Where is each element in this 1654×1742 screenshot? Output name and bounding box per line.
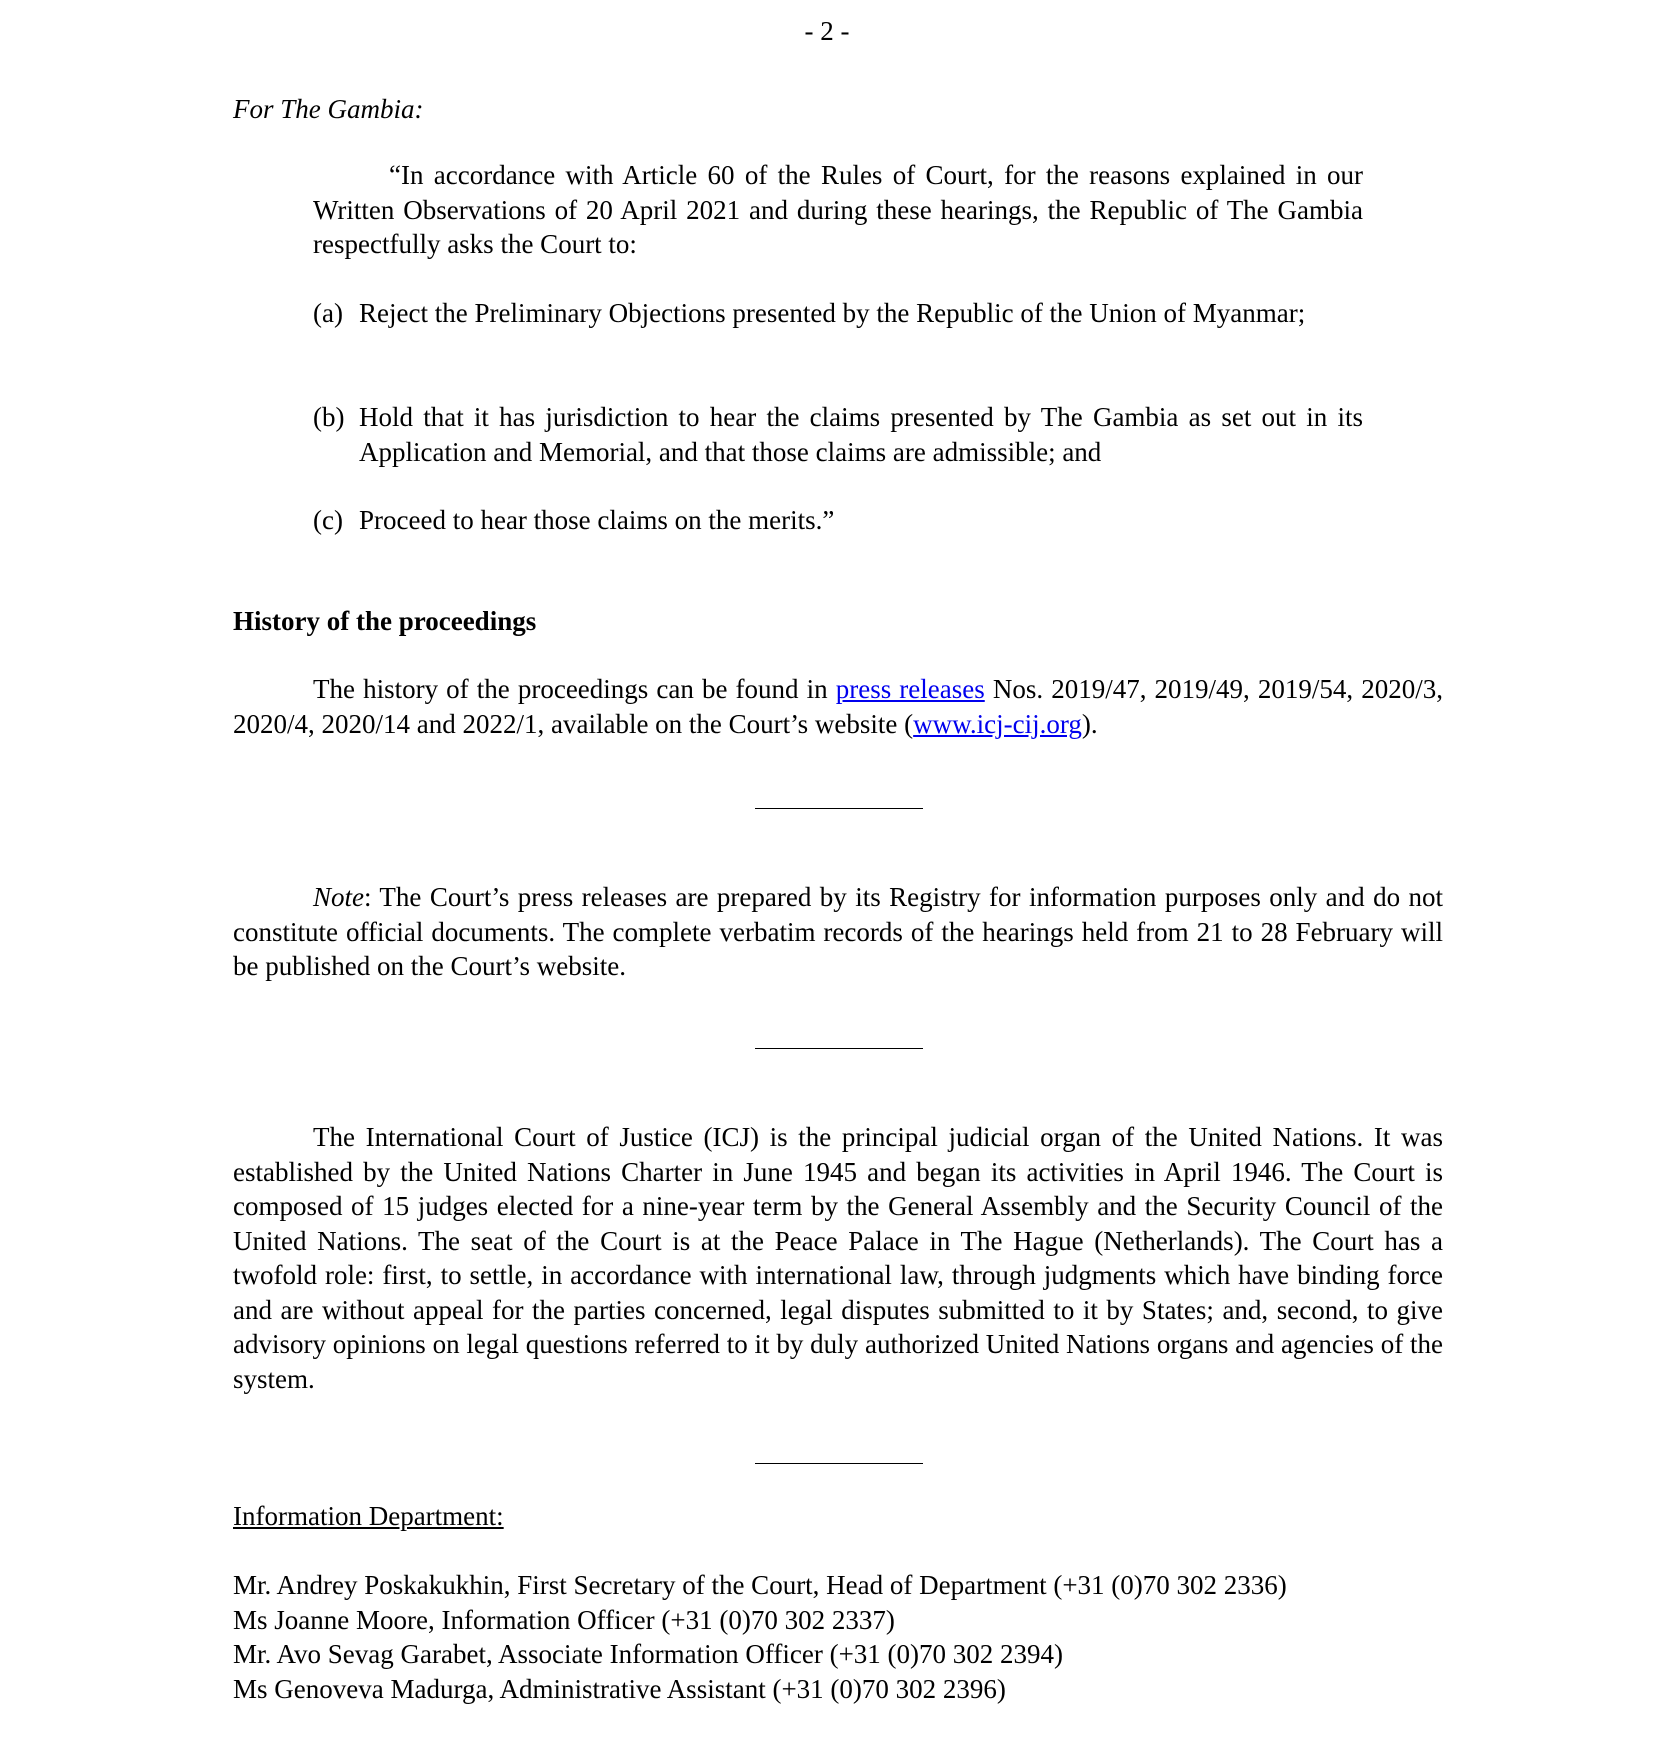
- note-text: : The Court’s press releases are prepared by its Registry for information purposes only and do not constitute official documents. The complete verbatim records of the hearings held from 21 to 28 February will be published on the Court’s website.: [233, 882, 1443, 981]
- contact-line: Mr. Avo Sevag Garabet, Associate Information Officer (+31 (0)70 302 2394): [233, 1639, 1064, 1669]
- section-divider: [755, 1463, 923, 1464]
- note-label: Note: [313, 882, 364, 912]
- item-text: Hold that it has jurisdiction to hear the claims presented by The Gambia as set out in its Application and Memorial, and that those claims are admissible; and: [359, 402, 1363, 467]
- item-marker: (c): [313, 505, 343, 535]
- information-department-heading: Information Department:: [233, 1501, 504, 1531]
- about-icj-paragraph: The International Court of Justice (ICJ) is the principal judicial organ of the United Nations. It was established by the United Nations Charter in June 1945 and began its activities in April 1946. The Court is composed of 15 judges elected for a nine-year term by the General Assembly and the Security Council of the United Nations. The seat of the Court is at the Peace Palace in The Hague (Netherlands). The Court has a twofold role: first, to settle, in accordance with international law, through judgments which have binding force and are without appeal for the parties concerned, legal disputes submitted to it by States; and, second, to give advisory opinions on legal questions referred to it by duly authorized United Nations organs and agencies of the system.: [233, 1122, 1443, 1394]
- item-text: Proceed to hear those claims on the merits.”: [359, 505, 835, 535]
- history-text-after: ).: [1081, 708, 1098, 739]
- contact-line: Ms Genoveva Madurga, Administrative Assistant (+31 (0)70 302 2396): [233, 1673, 1006, 1704]
- history-text-before: The history of the proceedings can be found in: [313, 674, 836, 704]
- note-paragraph: [233, 880, 1443, 984]
- submissions-intro: “In accordance with Article 60 of the Rules of Court, for the reasons explained in our Written Observations of 20 April 2021 and during these hearings, the Republic of The Gambia respectfully asks the Court to:: [313, 160, 1363, 259]
- history-heading: History of the proceedings: [233, 606, 537, 636]
- item-text: Reject the Preliminary Objections presented by the Republic of the Union of Myanmar;: [359, 298, 1306, 328]
- history-paragraph: [233, 672, 1443, 741]
- item-marker: (a): [313, 298, 343, 328]
- item-marker: (b): [313, 402, 345, 432]
- contact-list: [233, 1568, 1287, 1706]
- section-divider: [755, 808, 923, 809]
- section-divider: [755, 1048, 923, 1049]
- submission-item-b: [313, 400, 1363, 469]
- contact-line: Mr. Andrey Poskakukhin, First Secretary of the Court, Head of Department (+31 (0)70 302 2336): [233, 1570, 1287, 1600]
- submission-item-c: [313, 503, 1363, 538]
- history-text-middle: Nos. 2019/47, 2019/49, 2019/54, 2020/3, 2020/4, 2020/14 and 2022/1, available on the Court’s website (: [233, 674, 1443, 739]
- press-releases-link[interactable]: press releases: [835, 674, 985, 704]
- page-number: - 2 -: [804, 16, 850, 46]
- contact-line: Ms Joanne Moore, Information Officer (+31 (0)70 302 2337): [233, 1604, 895, 1635]
- website-link[interactable]: www.icj-cij.org: [913, 708, 1082, 739]
- party-heading: For The Gambia:: [233, 94, 424, 124]
- submission-item-a: [313, 296, 1363, 331]
